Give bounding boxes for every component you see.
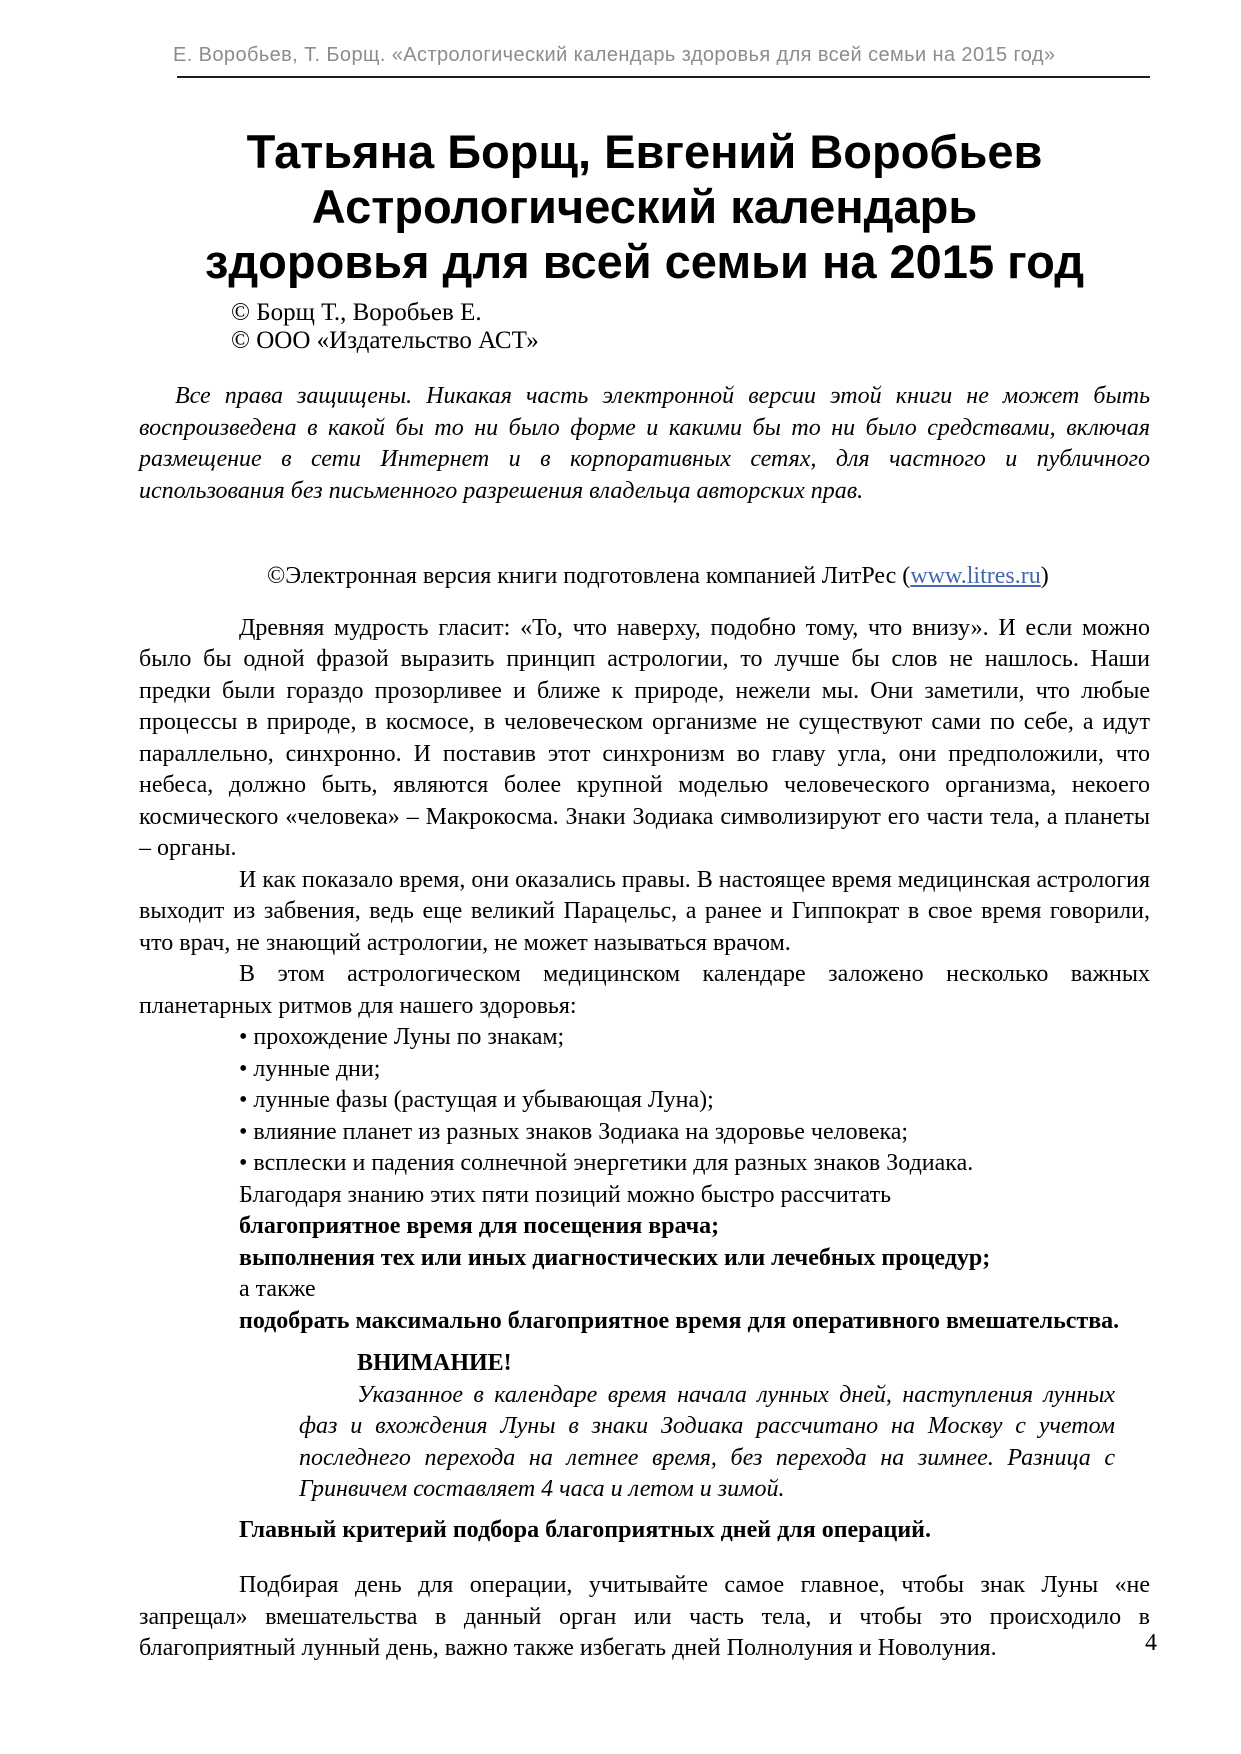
copyright-block <box>231 299 1150 355</box>
bullet-icon: • <box>239 1150 248 1176</box>
bullet-icon: • <box>239 1024 248 1050</box>
paragraph-medical-astrology: И как показало время, они оказались правы. В настоящее время медицинская астрология выходит из забвения, ведь еще великий Парацельс, а ранее и Гиппократ в свое время говорили, что врач, не знающий астрологии, не может называться врачом. <box>139 866 1150 956</box>
page-title <box>139 120 1150 289</box>
page-number: 4 <box>1145 1630 1157 1656</box>
list-item-text: всплески и падения солнечной энергетики для разных знаков Зодиака. <box>253 1150 974 1176</box>
page-content <box>139 120 1150 1665</box>
header-divider <box>177 76 1150 78</box>
litres-credit-prefix: ©Электронная версия книги подготовлена компанией ЛитРес ( <box>267 563 911 589</box>
rights-notice: Все права защищены. Никакая часть электронной версии этой книги не может быть воспроизведена в какой бы то ни было форме и какими бы то ни было средствами, включая размещение в сети Интернет и в корпоративных сетях, для частного и публичного использования без письменного разрешения владельца авторских прав. <box>139 383 1150 504</box>
list-item-text: лунные дни; <box>253 1055 381 1082</box>
list-item <box>139 1054 1150 1086</box>
attention-heading: ВНИМАНИЕ! <box>357 1350 512 1376</box>
paragraph-surgery-day-selection: Подбирая день для операции, учитывайте самое главное, чтобы знак Луны «не запрещал» вмешательства в данный орган или часть тела, и чтобы это происходило в благоприятный лунный день, важно также избегать дней Полнолуния и Новолуния. <box>139 1572 1150 1661</box>
benefit-line-procedures: выполнения тех или иных диагностических или лечебных процедур; <box>239 1244 991 1271</box>
copyright-publisher: © ООО «Издательство АСТ» <box>231 327 539 354</box>
attention-block <box>299 1348 1115 1506</box>
lead-in-line: Благодаря знанию этих пяти позиций можно быстро рассчитать <box>239 1181 892 1208</box>
attention-text: Указанное в календаре время начала лунных дней, наступления лунных фаз и вхождения Луны в знаки Зодиака рассчитано на Москву с учетом последнего перехода на летнее время, без перехода на зимнее. Разница с Гринвичем составляет 4 часа и летом и зимой. <box>299 1381 1115 1502</box>
list-item-text: прохождение Луны по знакам; <box>253 1024 565 1050</box>
also-line: а также <box>239 1276 316 1302</box>
bullet-icon: • <box>239 1087 248 1113</box>
running-header: Е. Воробьев, Т. Борщ. «Астрологический календарь здоровья для всей семьи на 2015 год» <box>173 44 1056 66</box>
bullet-icon: • <box>239 1055 248 1082</box>
list-item-text: лунные фазы (растущая и убывающая Луна); <box>253 1087 714 1113</box>
paragraph-ancient-wisdom: Древняя мудрость гласит: «То, что наверху, подобно тому, что внизу». И если можно было бы одной фразой выразить принцип астрологии, то лучше бы слов не нашлось. Наши предки были гораздо прозорливее и ближе к природе, нежели мы. Они заметили, что любые процессы в природе, в космосе, в человеческом организме не существуют сами по себе, а идут параллельно, синхронно. И поставив этот синхронизм во главу угла, они предположили, что небеса, должно быть, являются более крупной моделью человеческого организма, некоего космического «человека» – Макрокосма. Знаки Зодиака символизируют его части тела, а планеты – органы. <box>139 614 1150 861</box>
list-item-text: влияние планет из разных знаков Зодиака на здоровье человека; <box>253 1118 909 1145</box>
title-line-1: Татьяна Борщ, Евгений Воробьев <box>246 125 1043 178</box>
list-item <box>139 1148 1150 1180</box>
benefit-line-surgery: подобрать максимально благоприятное время для оперативного вмешательства. <box>239 1307 1120 1334</box>
list-item <box>139 1085 1150 1117</box>
list-item <box>139 1022 1150 1054</box>
copyright-authors: © Борщ Т., Воробьев Е. <box>231 299 482 326</box>
litres-link[interactable]: www.litres.ru <box>910 563 1041 589</box>
litres-credit-suffix: ) <box>1040 563 1049 589</box>
benefit-line-doctor-visit: благоприятное время для посещения врача; <box>239 1213 720 1239</box>
list-item <box>139 1117 1150 1149</box>
bullet-icon: • <box>239 1118 248 1145</box>
litres-credit-line <box>139 561 1150 593</box>
criteria-heading: Главный критерий подбора благоприятных дней для операций. <box>239 1516 932 1543</box>
title-line-2: Астрологический календарь <box>311 180 978 233</box>
title-line-3: здоровья для всей семьи на 2015 год <box>204 235 1085 288</box>
paragraph-calendar-rhythms: В этом астрологическом медицинском календаре заложено несколько важных планетарных ритмов для нашего здоровья: <box>139 961 1150 1019</box>
